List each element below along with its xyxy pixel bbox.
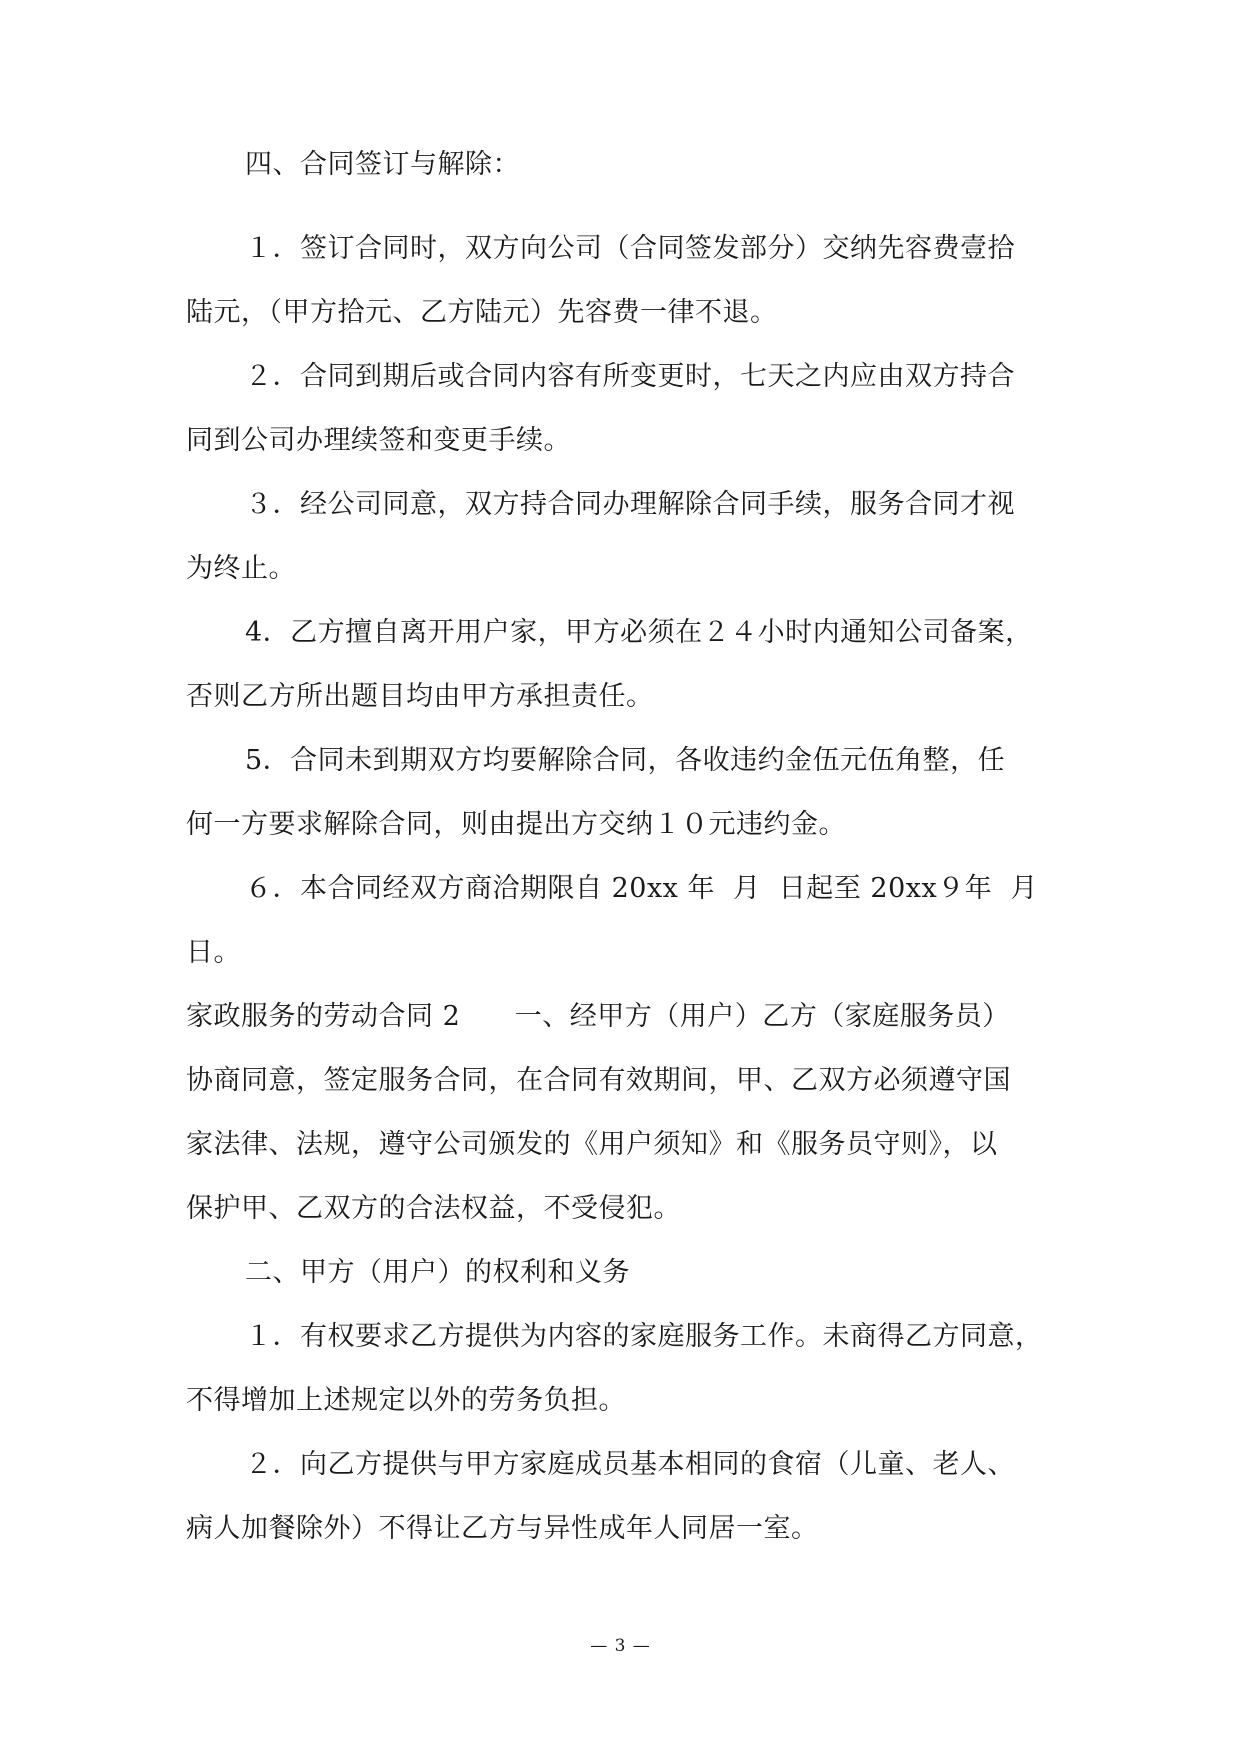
paragraph-line: 家法律、法规，遵守公司颁发的《用户须知》和《服务员守则》，以 (186, 1129, 998, 1160)
paragraph-line: 为终止。 (186, 553, 296, 584)
paragraph-line: ６．本合同经双方商洽期限自 20xx 年 月 日起至 20xx９年 月 (245, 873, 1038, 904)
paragraph-line: 4．乙方擅自离开用户家，甲方必须在２４小时内通知公司备案， (245, 617, 1033, 648)
paragraph-line: 同到公司办理续签和变更手续。 (186, 425, 571, 456)
paragraph-line: １．签订合同时，双方向公司（合同签发部分）交纳先容费壹拾 (245, 233, 1015, 264)
section-heading-party-a-rights: 二、甲方（用户）的权利和义务 (245, 1257, 630, 1288)
paragraph-line: １．有权要求乙方提供为内容的家庭服务工作。未商得乙方同意， (245, 1321, 1043, 1352)
paragraph-line: 家政服务的劳动合同 2 一、经甲方（用户）乙方（家庭服务员） (186, 1001, 1010, 1032)
paragraph-line: 保护甲、乙双方的合法权益，不受侵犯。 (186, 1193, 681, 1224)
paragraph-line: 何一方要求解除合同，则由提出方交纳１０元违约金。 (186, 809, 846, 840)
page-number: — 3 — (590, 1636, 651, 1656)
paragraph-line: 5．合同未到期双方均要解除合同，各收违约金伍元伍角整，任 (245, 745, 1006, 776)
paragraph-line: ３．经公司同意，双方持合同办理解除合同手续，服务合同才视 (245, 489, 1015, 520)
paragraph-line: ２．合同到期后或合同内容有所变更时，七天之内应由双方持合 (245, 361, 1015, 392)
paragraph-line: 陆元，（甲方拾元、乙方陆元）先容费一律不退。 (186, 297, 778, 328)
paragraph-line: ２．向乙方提供与甲方家庭成员基本相同的食宿（儿童、老人、 (245, 1449, 1015, 1480)
paragraph-line: 否则乙方所出题目均由甲方承担责任。 (186, 681, 654, 712)
paragraph-line: 不得增加上述规定以外的劳务负担。 (186, 1385, 626, 1416)
paragraph-line: 协商同意，签定服务合同，在合同有效期间，甲、乙双方必须遵守国 (186, 1065, 1011, 1096)
paragraph-line: 日。 (186, 937, 241, 968)
paragraph-line: 病人加餐除外）不得让乙方与异性成年人同居一室。 (186, 1513, 819, 1544)
section-heading-contract-signing: 四、合同签订与解除： (245, 149, 520, 180)
